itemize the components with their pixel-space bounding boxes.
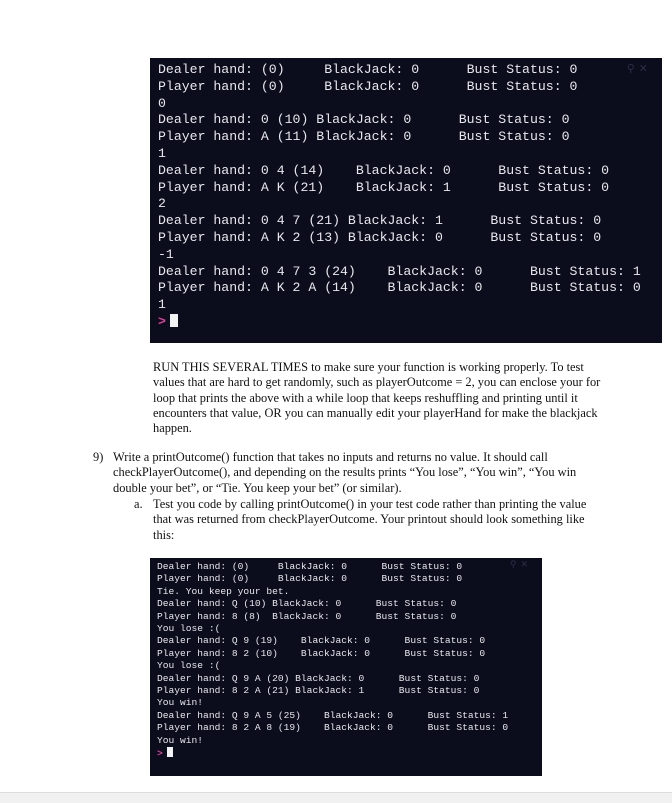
terminal-line: Dealer hand: (0) BlackJack: 0 Bust Status: 0 <box>157 561 463 572</box>
terminal-controls <box>627 62 652 75</box>
terminal-line: Dealer hand: Q 9 A 5 (25) BlackJack: 0 Bust Status: 1 <box>157 709 509 721</box>
terminal-line: You win! <box>157 697 204 709</box>
close-icon[interactable]: ✕ <box>638 62 652 75</box>
bottom-scroll-bar[interactable] <box>0 792 672 803</box>
terminal-line: -1 <box>158 246 174 262</box>
terminal-line: Tie. You keep your bet. <box>157 585 290 597</box>
close-icon[interactable]: ✕ <box>520 560 532 570</box>
terminal-line: Dealer hand: (0) BlackJack: 0 Bust Status: 0 <box>158 62 578 77</box>
prompt-arrow-icon: > <box>157 748 163 760</box>
text-cursor <box>170 314 178 327</box>
list-item-9 <box>93 450 603 496</box>
terminal-line: Player hand: A K (21) BlackJack: 1 Bust Status: 0 <box>158 179 610 195</box>
sub-item-a <box>134 497 604 543</box>
terminal-line: Dealer hand: Q 9 A (20) BlackJack: 0 Bust Status: 0 <box>157 672 480 684</box>
terminal-line: Dealer hand: Q 9 (19) BlackJack: 0 Bust Status: 0 <box>157 635 486 647</box>
terminal-line: You win! <box>157 734 204 746</box>
terminal-prompt[interactable] <box>157 747 542 760</box>
terminal-line: Player hand: 8 (8) BlackJack: 0 Bust Status: 0 <box>157 610 457 622</box>
terminal-line: Player hand: A K 2 (13) BlackJack: 0 Bust Status: 0 <box>158 229 602 245</box>
terminal-line: Player hand: 8 2 (10) BlackJack: 0 Bust Status: 0 <box>157 647 486 659</box>
terminal-line: 0 <box>158 95 166 111</box>
terminal-prompt[interactable] <box>158 314 662 331</box>
terminal-line: 1 <box>158 297 166 313</box>
terminal-controls <box>510 560 532 570</box>
terminal-line: Player hand: (0) BlackJack: 0 Bust Status: 0 <box>157 573 463 585</box>
terminal-line: Dealer hand: Q (10) BlackJack: 0 Bust Status: 0 <box>157 598 457 610</box>
terminal-line: Dealer hand: 0 4 7 3 (24) BlackJack: 0 Bust Status: 1 <box>158 263 641 279</box>
terminal-output-1 <box>150 58 662 343</box>
terminal-line: Dealer hand: 0 4 (14) BlackJack: 0 Bust Status: 0 <box>158 162 610 178</box>
terminal-line: 1 <box>158 145 166 161</box>
search-icon[interactable]: ⚲ <box>626 62 639 75</box>
sub-item-number: a. <box>134 497 143 511</box>
terminal-line: Dealer hand: 0 4 7 (21) BlackJack: 1 Bust Status: 0 <box>158 213 602 229</box>
list-item-text: Write a printOutcome() function that takes no inputs and returns no value. It should call checkPlayerOutcome(), and depending on the results prints “You lose”, “You win”, “You win double your bet”, or “Tie. You keep your bet” (or similar). <box>113 450 577 495</box>
terminal-line: Player hand: 8 2 A 8 (19) BlackJack: 0 Bust Status: 0 <box>157 722 509 734</box>
instruction-paragraph: RUN THIS SEVERAL TIMES to make sure your function is working properly. To test values that are hard to get randomly, such as playerOutcome = 2, you can enclose your for loop that prints the above with a while loop that keeps reshuffling and printing until it encounters that value, OR you can manually edit your playerHand for make the blackjack happen. <box>153 360 601 436</box>
prompt-arrow-icon: > <box>158 313 166 329</box>
sub-item-text: Test you code by calling printOutcome() in your test code rather than printing the value that was returned from checkPlayerOutcome. Your printout should look something like this: <box>153 497 587 542</box>
terminal-output-2 <box>150 558 542 776</box>
terminal-line: You lose :( <box>157 660 221 672</box>
terminal-line: 2 <box>158 196 166 212</box>
terminal-line: Dealer hand: 0 (10) BlackJack: 0 Bust Status: 0 <box>158 112 570 128</box>
list-item-number: 9) <box>93 450 104 464</box>
search-icon[interactable]: ⚲ <box>509 560 521 570</box>
terminal-line: Player hand: A K 2 A (14) BlackJack: 0 Bust Status: 0 <box>158 280 641 296</box>
terminal-line: Player hand: A (11) BlackJack: 0 Bust Status: 0 <box>158 129 570 145</box>
terminal-line: You lose :( <box>157 623 221 635</box>
text-cursor <box>167 747 173 757</box>
terminal-line: Player hand: (0) BlackJack: 0 Bust Status: 0 <box>158 78 578 94</box>
terminal-line: Player hand: 8 2 A (21) BlackJack: 1 Bust Status: 0 <box>157 685 480 697</box>
